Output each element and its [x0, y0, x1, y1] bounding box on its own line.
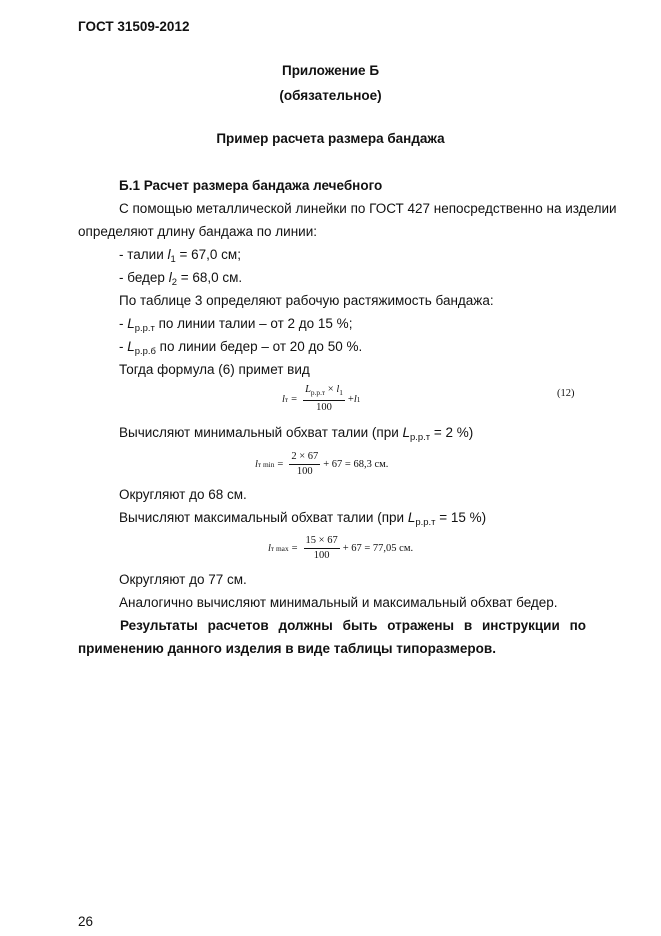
symbol: L: [407, 510, 416, 525]
formula-lhs: l: [282, 393, 285, 405]
symbol-subscript: 2: [171, 277, 177, 288]
intro-text: Вычисляют минимальный обхват талии (при: [119, 425, 403, 440]
formula-equals: =: [291, 393, 298, 405]
symbol: L: [127, 339, 135, 354]
formula-lhs-sub: т: [284, 394, 289, 404]
document-id: ГОСТ 31509-2012: [78, 19, 190, 34]
formula-denominator: 100: [313, 550, 330, 561]
formula-symbol-sub: р.р.т: [310, 388, 326, 397]
formula-plus: +: [347, 393, 354, 405]
annex-title: Приложение Б: [281, 63, 380, 78]
stretch-hips-item: [119, 339, 362, 357]
waist-length-item: [119, 247, 241, 265]
result-word: в: [463, 618, 473, 633]
paragraph-line: По таблице 3 определяют рабочую растяжимость бандажа:: [119, 293, 494, 308]
result-word: должны: [278, 618, 333, 633]
intro-tail: = 2 %): [430, 425, 474, 440]
formula-symbol: l: [353, 393, 357, 405]
page-number: 26: [78, 914, 94, 929]
symbol: l: [167, 247, 171, 262]
symbol: L: [402, 425, 411, 440]
result-word: по: [569, 618, 586, 633]
formula-equals: =: [277, 459, 284, 470]
value-text: = 67,0 см;: [175, 247, 241, 262]
result-word: Результаты: [120, 618, 198, 633]
result-word: расчетов: [207, 618, 269, 633]
list-dash-text: -: [119, 316, 128, 331]
hips-length-item: [119, 270, 242, 288]
paragraph-line: Округляют до 68 см.: [119, 487, 247, 502]
max-girth-intro: [119, 510, 486, 528]
intro-tail: = 15 %): [435, 510, 487, 525]
formula-numerator: 2 × 67: [289, 451, 320, 465]
formula-denominator: 100: [316, 402, 332, 413]
value-text: по линии талии – от 2 до 15 %;: [154, 316, 353, 331]
formula-numerator: [303, 384, 345, 401]
paragraph-line: Аналогично вычисляют минимальный и максимальный обхват бедер.: [119, 595, 558, 610]
annex-status: (обязательное): [279, 88, 382, 103]
list-dash-text: -: [119, 339, 128, 354]
formula-symbol: L: [305, 384, 311, 395]
paragraph-line: определяют длину бандажа по линии:: [78, 224, 318, 239]
value-text: = 68,0 см.: [176, 270, 243, 285]
section-title: Б.1 Расчет размера бандажа лечебного: [119, 178, 383, 193]
formula-lhs: l: [268, 543, 271, 554]
formula-min-girth: [255, 451, 388, 478]
formula-number: (12): [557, 388, 575, 399]
formula-max-girth: [268, 535, 413, 562]
symbol: l: [168, 270, 172, 285]
result-word: инструкции: [481, 618, 560, 633]
paragraph-line: Округляют до 77 см.: [119, 572, 247, 587]
paragraph-line: Тогда формула (6) примет вид: [119, 362, 310, 377]
formula-lhs: l: [255, 459, 258, 470]
result-line-1: [120, 618, 586, 633]
paragraph-line: С помощью металлической линейки по ГОСТ 427 непосредственно на изделии: [119, 201, 617, 216]
formula-symbol: l: [336, 384, 340, 395]
value-text: по линии бедер – от 20 до 50 %.: [155, 339, 363, 354]
formula-lhs-sub: т min: [257, 460, 275, 469]
formula-fraction: [289, 451, 320, 478]
symbol-subscript: 1: [170, 254, 176, 265]
formula-fraction: [303, 384, 345, 414]
formula-numerator: 15 × 67: [304, 535, 340, 549]
formula-rest: + 67 = 77,05 см.: [342, 543, 414, 554]
formula-rest: + 67 = 68,3 см.: [323, 459, 389, 470]
formula-lhs-sub: т max: [270, 544, 289, 553]
formula-fraction: [304, 535, 340, 562]
formula-equals: =: [291, 543, 298, 554]
symbol-subscript: р.р.б: [134, 346, 156, 357]
result-line-2: применению данного изделия в виде таблицы типоразмеров.: [78, 641, 496, 656]
stretch-waist-item: [119, 316, 352, 334]
annex-heading: Пример расчета размера бандажа: [216, 131, 445, 146]
formula-12: [282, 384, 360, 414]
intro-text: Вычисляют максимальный обхват талии (при: [119, 510, 408, 525]
result-word: быть: [342, 618, 378, 633]
formula-operator: ×: [325, 384, 337, 395]
formula-denominator: 100: [296, 466, 313, 477]
symbol-subscript: р.р.т: [134, 323, 155, 334]
list-dash-text: - бедер: [119, 270, 169, 285]
formula-symbol-sub: 1: [356, 394, 361, 404]
formula-symbol-sub: 1: [339, 388, 343, 397]
min-girth-intro: [119, 425, 473, 443]
result-word: отражены: [387, 618, 455, 633]
symbol: L: [127, 316, 135, 331]
symbol-subscript: р.р.т: [415, 517, 436, 528]
symbol-subscript: р.р.т: [410, 432, 431, 443]
list-dash-text: - талии: [119, 247, 168, 262]
